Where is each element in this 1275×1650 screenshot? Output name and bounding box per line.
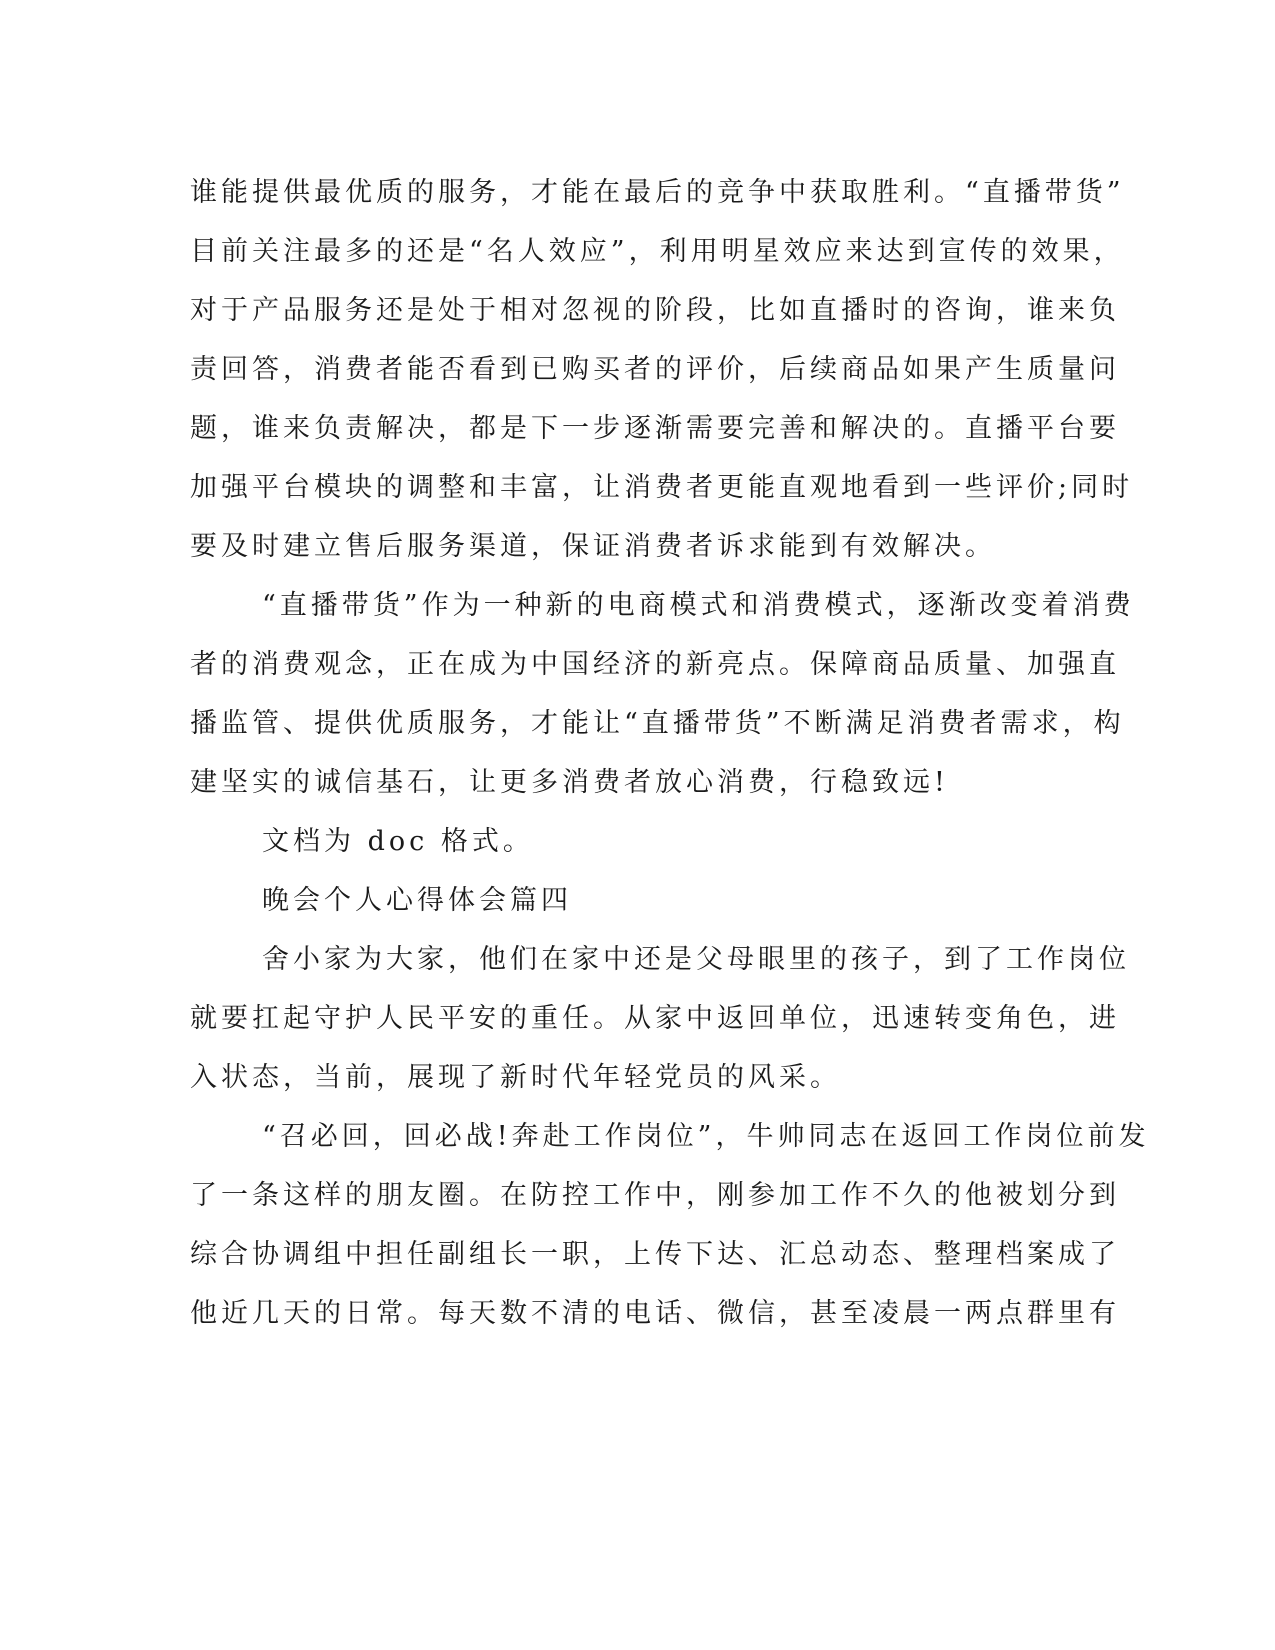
format-note [190, 812, 1085, 871]
text-line: 文档为 doc 格式。 [262, 826, 534, 857]
text-line: 他近几天的日常。每天数不清的电话、微信，甚至凌晨一两点群里有 [190, 1298, 1120, 1329]
text-line: “直播带货”作为一种新的电商模式和消费模式，逐渐改变着消费 [262, 590, 1135, 621]
text-line: 综合协调组中担任副组长一职，上传下达、汇总动态、整理档案成了 [190, 1239, 1120, 1270]
text-line: 目前关注最多的还是“名人效应”，利用明星效应来达到宣传的效果， [190, 236, 1125, 267]
document-body [190, 163, 1150, 1343]
text-line: 谁能提供最优质的服务，才能在最后的竞争中获取胜利。“直播带货” [190, 177, 1125, 208]
paragraph [190, 163, 1134, 576]
text-line: 责回答，消费者能否看到已购买者的评价，后续商品如果产生质量问 [190, 354, 1120, 385]
text-line: 播监管、提供优质服务，才能让“直播带货”不断满足消费者需求，构 [190, 708, 1125, 739]
text-line: 对于产品服务还是处于相对忽视的阶段，比如直播时的咨询，谁来负 [190, 295, 1120, 326]
text-line: 加强平台模块的调整和丰富，让消费者更能直观地看到一些评价;同时 [190, 472, 1134, 503]
text-line: 了一条这样的朋友圈。在防控工作中，刚参加工作不久的他被划分到 [190, 1180, 1120, 1211]
paragraph [190, 1107, 1150, 1343]
text-line: 舍小家为大家，他们在家中还是父母眼里的孩子，到了工作岗位 [262, 944, 1130, 975]
text-line: 入状态，当前，展现了新时代年轻党员的风采。 [190, 1062, 841, 1093]
paragraph [190, 576, 1135, 812]
text-line: 者的消费观念，正在成为中国经济的新亮点。保障商品质量、加强直 [190, 649, 1120, 680]
text-line: 晚会个人心得体会篇四 [262, 885, 572, 916]
text-line: 建坚实的诚信基石，让更多消费者放心消费，行稳致远! [190, 767, 949, 798]
text-line: 就要扛起守护人民平安的重任。从家中返回单位，迅速转变角色，进 [190, 1003, 1120, 1034]
text-line: 要及时建立售后服务渠道，保证消费者诉求能到有效解决。 [190, 531, 996, 562]
text-line: 题，谁来负责解决，都是下一步逐渐需要完善和解决的。直播平台要 [190, 413, 1120, 444]
paragraph [190, 930, 1130, 1107]
text-line: “召必回，回必战!奔赴工作岗位”，牛帅同志在返回工作岗位前发 [262, 1121, 1150, 1152]
section-heading [190, 871, 1085, 930]
